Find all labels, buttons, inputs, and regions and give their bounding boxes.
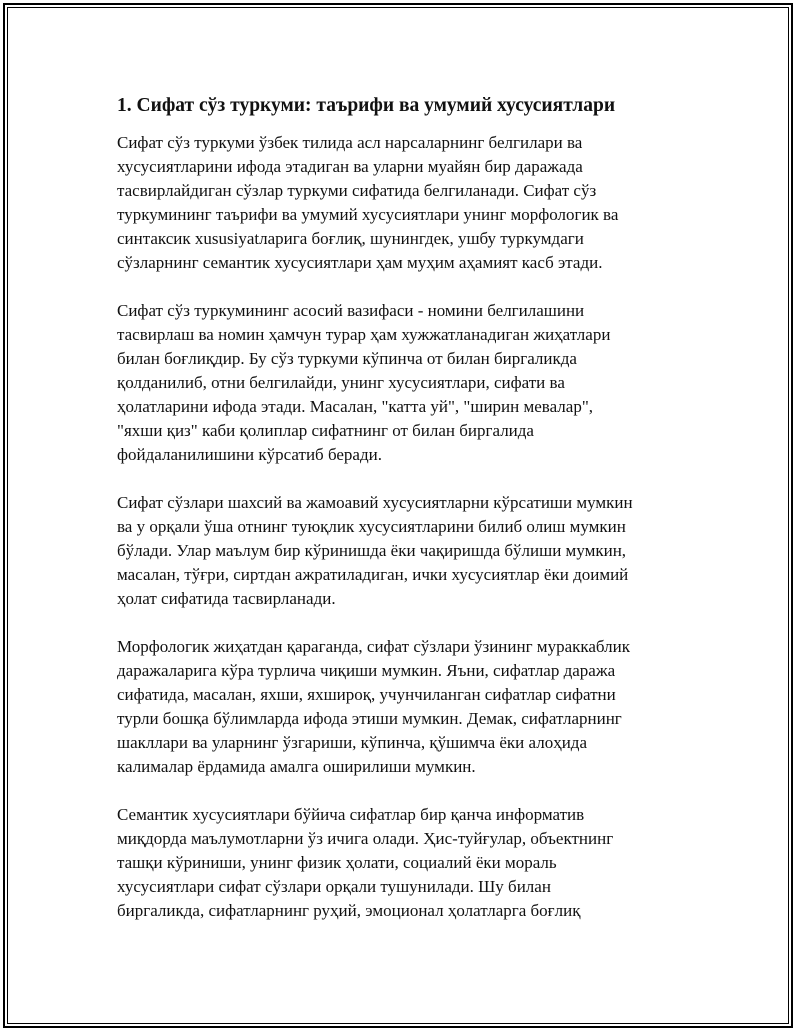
text-line: бўлади. Улар маълум бир кўринишда ёки чақиришда бўлиши мумкин, <box>117 541 627 560</box>
text-line: масалан, тўғри, сиртдан ажратиладиган, ички хусусиятлар ёки доимий <box>117 565 629 584</box>
paragraph <box>117 299 687 467</box>
text-line: ташқи кўриниши, унинг физик ҳолати, социалий ёки мораль <box>117 853 557 872</box>
paragraph <box>117 131 687 275</box>
text-line: ҳолатларини ифода этади. Масалан, "катта уй", "ширин мевалар", <box>117 397 594 416</box>
text-line: хусусиятлари сифат сўзлари орқали тушунилади. Шу билан <box>117 877 551 896</box>
text-line: шакллари ва уларнинг ўзгариши, кўпинча, қўшимча ёки алоҳида <box>117 733 587 752</box>
text-line: тасвирлайдиган сўзлар туркуми сифатида белгиланади. Сифат сўз <box>117 181 597 200</box>
paragraph <box>117 803 687 923</box>
text-line: туркумининг таърифи ва умумий хусусиятлари унинг морфологик ва <box>117 205 619 224</box>
text-line: қолданилиб, отни белгилайди, унинг хусусиятлари, сифати ва <box>117 373 565 392</box>
text-line: турли бошқа бўлимларда ифода этиши мумкин. Демак, сифатларнинг <box>117 709 622 728</box>
text-line: фойдаланилишини кўрсатиб беради. <box>117 445 382 464</box>
section-heading: 1. Сифат сўз туркуми: таърифи ва умумий хусусиятлари <box>117 95 616 116</box>
text-line: синтаксик xususiyatларига боғлиқ, шунингдек, ушбу туркумдаги <box>117 229 584 248</box>
text-line: сифатида, масалан, яхши, яхшироқ, учунчиланган сифатлар сифатни <box>117 685 616 704</box>
text-line: Морфологик жиҳатдан қараганда, сифат сўзлари ўзининг мураккаблик <box>117 637 630 656</box>
text-line: Сифат сўзлари шахсий ва жамоавий хусусиятларни кўрсатиши мумкин <box>117 493 633 512</box>
text-line: ва у орқали ўша отнинг туюқлик хусусиятларини билиб олиш мумкин <box>117 517 626 536</box>
text-line: даражаларига кўра турлича чиқиши мумкин. Яъни, сифатлар даража <box>117 661 616 680</box>
text-line: калималар ёрдамида амалга оширилиши мумкин. <box>117 757 476 776</box>
text-line: билан боғлиқдир. Бу сўз туркуми кўпинча от билан биргаликда <box>117 349 577 368</box>
text-line: "яхши қиз" каби қолиплар сифатнинг от билан биргалида <box>117 421 534 440</box>
text-line: тасвирлаш ва номин ҳамчун турар ҳам хужжатланадиган жиҳатлари <box>117 325 611 344</box>
paragraph <box>117 491 687 611</box>
document-body <box>117 93 687 947</box>
text-line: биргаликда, сифатларнинг руҳий, эмоционал ҳолатларга боғлиқ <box>117 901 581 920</box>
text-line: Семантик хусусиятлари бўйича сифатлар бир қанча информатив <box>117 805 585 824</box>
text-line: сўзларнинг семантик хусусиятлари ҳам муҳим аҳамият касб этади. <box>117 253 603 272</box>
text-line: ҳолат сифатида тасвирланади. <box>117 589 336 608</box>
paragraph <box>117 635 687 779</box>
text-line: хусусиятларини ифода этадиган ва уларни муайян бир даражада <box>117 157 583 176</box>
text-line: Сифат сўз туркумининг асосий вазифаси - номини белгилашини <box>117 301 585 320</box>
text-line: Сифат сўз туркуми ўзбек тилида асл нарсаларнинг белгилари ва <box>117 133 583 152</box>
text-line: миқдорда маълумотларни ўз ичига олади. Ҳис-туйғулар, объектнинг <box>117 829 614 848</box>
